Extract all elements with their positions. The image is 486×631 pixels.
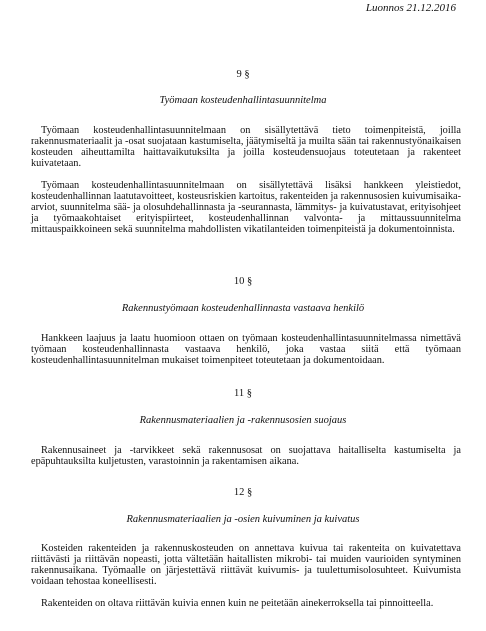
section-12-number: 12 § — [233, 487, 253, 498]
section-9-title: Työmaan kosteudenhallintasuunnitelma — [159, 95, 327, 106]
section-10-title: Rakennustyömaan kosteudenhallinnasta vastaava henkilö — [121, 303, 365, 314]
section-9-paragraph-1: Työmaan kosteudenhallintasuunnitelmaan on sisällytettävä tieto toimenpiteistä, joilla rakennusmateriaalit ja -osat suojataan kastumiselta, jäätymiseltä ja muilta sään tai rakennustyönaikaisen kosteuden aiheuttamilta haittavaikutuksilta ja joilla kosteudensuojaus toteutetaan ja rakenteet kuivatetaan. — [31, 125, 461, 170]
section-11-paragraph-1: Rakennusaineet ja -tarvikkeet sekä rakennusosat on suojattava haitalliselta kastumiselta ja epäpuhtauksilta kuljetusten, varastoinnin ja rakentamisen aikana. — [31, 445, 461, 468]
section-9-number: 9 § — [236, 69, 250, 80]
section-11-number: 11 § — [234, 388, 252, 399]
draft-note: Luonnos 21.12.2016 — [365, 2, 456, 14]
section-12-paragraph-1: Kosteiden rakenteiden ja rakennuskosteuden on annettava kuivua tai rakenteita on kuivatettava riittävästi ja riittävän nopeasti, jotta vältetään haitallisten mikrobi- tai muiden vaurioiden syntyminen rakennusaikana. Työmaalle on järjestettävä riittävät kuivumis- ja tuulettumisolosuhteet. Kuivumista voidaan tehostaa koneellisesti. — [31, 543, 461, 588]
section-10-paragraph-1: Hankkeen laajuus ja laatu huomioon ottaen on työmaan kosteudenhallintasuunnitelmassa nimettävä työmaan kosteudenhallinnasta vastaava henkilö, joka vastaa siitä että työmaan kosteudenhallintasuunnitelman mukaiset toimenpiteet toteutetaan ja dokumentoidaan. — [31, 333, 461, 367]
section-9-paragraph-2: Työmaan kosteudenhallintasuunnitelmaan on sisällytettävä lisäksi hankkeen yleistiedot, kosteudenhallinnan laatutavoitteet, kosteusriskien kartoitus, rakenteiden ja rakennusosien kuivumisaika-arviot, suunnitelma sää- ja olosuhdehallinnasta ja -seurannasta, lämmitys- ja kuivatustavat, erityisohjeet ja työmaakohtaiset erityispiirteet, kosteudenhallinnan valvonta- ja mittaussuunnitelma mittauspaikkoineen sekä suunnitelma mahdollisten vikatilanteiden toimenpiteistä ja dokumentoinnista. — [31, 180, 461, 236]
section-12-paragraph-2: Rakenteiden on oltava riittävän kuivia ennen kuin ne peitetään ainekerroksella tai pinnoitteella. — [41, 598, 434, 609]
section-12-title: Rakennusmateriaalien ja -osien kuivuminen ja kuivatus — [126, 514, 360, 525]
section-10-number: 10 § — [233, 276, 253, 287]
section-11-title: Rakennusmateriaalien ja -rakennusosien suojaus — [139, 415, 347, 426]
